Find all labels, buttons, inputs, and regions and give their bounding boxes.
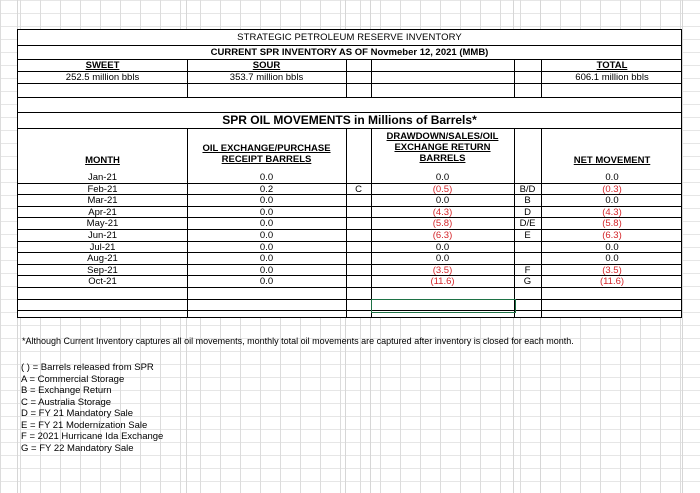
table-row <box>18 276 681 288</box>
table-row <box>18 184 681 196</box>
cell-month[interactable]: Aug-21 <box>87 253 118 265</box>
legend-item[interactable]: G = FY 22 Mandatory Sale <box>21 442 134 454</box>
cell-code1[interactable]: C <box>355 183 362 195</box>
inventory-divider <box>541 60 542 98</box>
sour-label[interactable]: SOUR <box>252 60 281 71</box>
cell-month[interactable]: Jul-21 <box>89 241 116 253</box>
header-drawdown-line1: DRAWDOWN/SALES/OIL <box>386 131 499 142</box>
table-row <box>18 242 681 254</box>
cell-code2[interactable]: B <box>524 195 531 207</box>
cell-exchange[interactable]: 0.0 <box>259 241 274 253</box>
legend <box>21 362 163 454</box>
cell-drawdown[interactable]: 0.0 <box>435 241 450 253</box>
cell-net[interactable]: 0.0 <box>605 241 619 253</box>
selected-cell[interactable] <box>371 299 516 313</box>
inventory-subtitle-label: CURRENT SPR INVENTORY AS OF <box>210 47 368 58</box>
table-row <box>18 288 681 300</box>
total-label[interactable]: TOTAL <box>596 60 628 71</box>
legend-item[interactable]: A = Commercial Storage <box>21 373 125 385</box>
cell-drawdown[interactable]: 0.0 <box>435 253 450 265</box>
inventory-date: Novmeber 12, 2021 (MMB) <box>370 47 489 58</box>
movements-title[interactable]: SPR OIL MOVEMENTS in Millions of Barrels* <box>18 113 681 129</box>
table-row <box>18 253 681 265</box>
legend-item[interactable]: ( ) = Barrels released from SPR <box>21 362 154 373</box>
header-month[interactable]: MONTH <box>85 155 120 166</box>
cell-drawdown[interactable]: (3.5) <box>432 264 453 276</box>
legend-item[interactable]: B = Exchange Return <box>21 385 112 396</box>
cell-exchange[interactable]: 0.2 <box>259 183 274 195</box>
table-row <box>18 230 681 242</box>
sour-value[interactable]: 353.7 million bbls <box>229 72 304 83</box>
table-row <box>18 265 681 277</box>
cell-net[interactable]: (6.3) <box>602 229 622 241</box>
cell-month[interactable]: May-21 <box>86 218 119 230</box>
cell-net[interactable]: 0.0 <box>605 253 619 265</box>
cell-month[interactable]: Apr-21 <box>88 206 117 218</box>
header-exchange-line2: RECEIPT BARRELS <box>221 154 312 165</box>
cell-exchange[interactable]: 0.0 <box>259 264 274 276</box>
cell-net[interactable]: (3.5) <box>602 264 622 276</box>
cell-code2[interactable]: E <box>524 229 531 241</box>
legend-item[interactable]: C = Australia Storage <box>21 396 112 408</box>
table-row <box>18 195 681 207</box>
inventory-box <box>17 29 682 113</box>
cell-net[interactable]: 0.0 <box>605 172 619 183</box>
cell-exchange[interactable]: 0.0 <box>259 229 274 241</box>
cell-drawdown[interactable]: (5.8) <box>432 218 453 230</box>
cell-month[interactable]: Feb-21 <box>87 183 118 195</box>
header-exchange[interactable] <box>187 143 346 165</box>
inventory-values-row <box>18 72 681 84</box>
movements-rows <box>18 172 681 311</box>
header-drawdown-line3: BARRELS <box>419 153 466 164</box>
cell-month[interactable]: Sep-21 <box>87 264 118 276</box>
cell-code2[interactable]: G <box>523 276 532 288</box>
table-row <box>18 172 681 184</box>
cell-exchange[interactable]: 0.0 <box>259 218 274 230</box>
cell-month[interactable]: Jan-21 <box>87 172 118 183</box>
cell-code2[interactable]: B/D <box>519 183 536 195</box>
sweet-label[interactable]: SWEET <box>85 60 120 71</box>
table-row <box>18 218 681 230</box>
inventory-divider <box>514 60 515 98</box>
cell-net[interactable]: (0.3) <box>602 183 622 195</box>
cell-code2[interactable]: F <box>524 264 531 276</box>
inventory-empty-row[interactable] <box>18 84 681 98</box>
header-net[interactable]: NET MOVEMENT <box>573 155 651 166</box>
footnote[interactable]: *Although Current Inventory captures all oil movements, monthly total oil movements are captured after inventory is closed for each month. <box>22 336 574 346</box>
cell-exchange[interactable]: 0.0 <box>259 206 274 218</box>
table-row <box>18 207 681 219</box>
header-exchange-line1: OIL EXCHANGE/PURCHASE <box>202 143 331 154</box>
cell-exchange[interactable]: 0.0 <box>259 195 274 207</box>
legend-item[interactable]: F = 2021 Hurricane Ida Exchange <box>21 431 164 442</box>
header-drawdown[interactable] <box>371 131 514 164</box>
cell-net[interactable]: (4.3) <box>602 206 622 218</box>
cell-drawdown[interactable]: (6.3) <box>432 229 453 241</box>
cell-exchange[interactable]: 0.0 <box>259 276 274 288</box>
legend-item[interactable]: D = FY 21 Mandatory Sale <box>21 408 134 419</box>
total-value[interactable]: 606.1 million bbls <box>575 72 649 83</box>
cell-code2[interactable]: D/E <box>519 218 536 230</box>
cell-month[interactable]: Jun-21 <box>87 229 118 241</box>
inventory-divider <box>187 60 188 98</box>
movements-table <box>17 112 682 318</box>
cell-drawdown[interactable]: 0.0 <box>435 195 450 207</box>
inventory-divider <box>371 60 372 98</box>
inventory-divider <box>346 60 347 98</box>
cell-net[interactable]: (11.6) <box>599 276 625 288</box>
cell-net[interactable]: 0.0 <box>605 195 619 207</box>
inventory-labels-row <box>18 60 681 72</box>
sweet-value[interactable]: 252.5 million bbls <box>65 72 140 83</box>
cell-code2[interactable]: D <box>524 206 531 218</box>
cell-drawdown[interactable]: 0.0 <box>435 172 450 183</box>
cell-exchange[interactable]: 0.0 <box>259 253 274 265</box>
cell-exchange[interactable]: 0.0 <box>259 172 274 183</box>
cell-drawdown[interactable]: (11.6) <box>430 276 455 288</box>
cell-net[interactable]: (5.8) <box>602 218 622 230</box>
cell-drawdown[interactable]: (0.5) <box>432 183 453 195</box>
cell-drawdown[interactable]: (4.3) <box>432 206 453 218</box>
header-drawdown-line2: EXCHANGE RETURN <box>394 142 491 153</box>
legend-item[interactable]: E = FY 21 Modernization Sale <box>21 419 148 431</box>
inventory-title[interactable]: STRATEGIC PETROLEUM RESERVE INVENTORY <box>18 30 681 46</box>
table-row <box>18 300 681 312</box>
inventory-subtitle[interactable] <box>18 46 681 60</box>
cell-month[interactable]: Mar-21 <box>87 195 118 207</box>
cell-month[interactable]: Oct-21 <box>88 276 117 288</box>
